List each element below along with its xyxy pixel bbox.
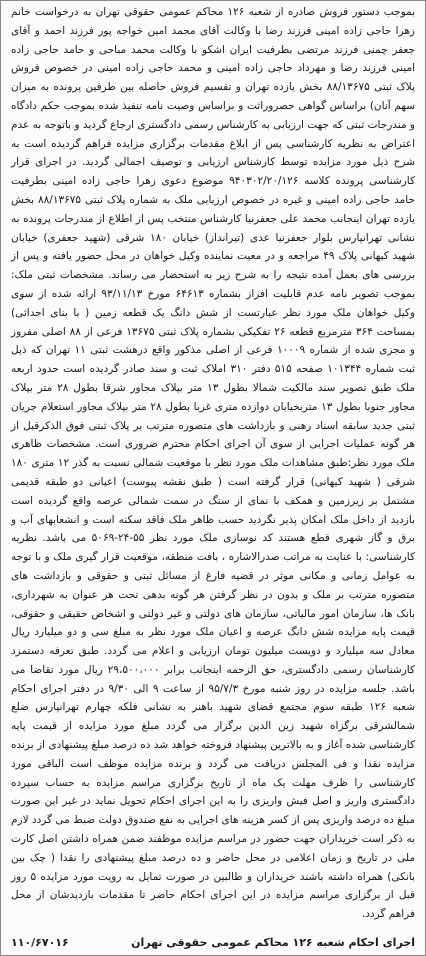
notice-reference-number: ۱۱۰/۶۷۰۱۶ <box>11 936 69 949</box>
notice-signature: اجرای احکام شعبه ۱۲۶ محاکم عمومی حقوقی تهران <box>131 936 415 949</box>
notice-footer <box>11 936 415 949</box>
notice-body: بموجب دستور فروش صادره از شعبه ۱۲۶ محاکم عمومی حقوقی تهران به درخواست خانم زهرا حاجی زاده امینی فرزند رضا با وکالت آقای محمد امین خواجه پور فرزند احمد و آقای جعفر چمنی فرزند مرتضی بطرفیت ایران اشکو با وکالت محمد مباحی و حامد حاجی زاده امینی فرزند رضا و مهرداد حاجی زاده امینی و محمد حاجی زاده امینی در خصوص فروش پلاک ثبتی ۸۸/۱۳۶۷۵ بخش یازده تهران و تقسیم فروش حاصله بین طرفین پرونده به میزان سهم آنان) براساس گواهی حصروراثت و براساس وصیت نامه تنفیذ شده بموجب حکم دادگاه و مندرجات ثبتی که جهت ارزیابی به کارشناس رسمی دادگستری ارجاع گردید و باتوجه به عدم اعتراض به نظریه کارشناسی پس از ابلاغ مقدمات برگزاری مزایده فراهم گردیده است به شرح ذیل مورد مزایده توسط کارشناس ارزیابی و توصیف اجمالی گردید. در اجرای قرار کارشناسی پرونده کلاسه ۹۴۰۳۰۲/۲۰/۱۲۶ موضوع دعوی زهرا حاجی زاده امینی بطرفیت حامد حاجی زاده امینی و غیره در خصوص ارزیابی ملک به شماره پلاک ثبتی ۸۸/۱۳۶۷۵ بخش یازده تهران اینجانب محمد علی جعفرنیا کارشناس منتخب پس از اطلاع از مندرجات پرونده به نشانی تهرانپارس بلوار جعفرنیا عدی (تیرانداز) خیابان ۱۸۰ شرقی (شهید جعفری) خیابان شهید کیهانی پلاک ۴۹ مراجعه و در معیت نماینده وکیل خواهان در محل حضور یافته و پس از بررسی های بعمل آمده نتیجه را به شرح زیر به استحضار می رساند. مشخصات ثبتی ملک: بموجب تصویر نامه عدم قابلیت افراز بشماره ۶۴۶۱۳ مورخ ۹۳/۱۱/۱۳ ارائه شده از سوی وکیل خواهان ملک مورد نظر عبارتست از شش دانگ یک قطعه زمین ( با بنای احداثی) بمساحت ۳۶۴ مترمربع قطعه ۲۶ تفکیکی بشماره پلاک ثبتی ۱۳۶۷۵ فرعی از ۸۸ اصلی مفروز و مجزی شده از شماره ۱۰۰۰۹ فرعی از اصلی مذکور واقع درهشت ثبتی ۱۱ تهران که ذیل ثبت شماره ۱۰۱۳۴۴ صفحه ۵۱۵ دفتر ۳۱۰ املاک ثبت و سند صادر گردیده است حدود اربعه ملک طبق تصویر سند مالکیت شمالا بطول ۱۳ متر بپلاک مجاور شرقا بطول ۲۸ متر بپلاک مجاور جنوبا بطول ۱۳ متربخیابان دوازده متری غربا بطول ۲۸ متر بپلاک مجاور استعلام جریان ثبتی جدید سابقه اسناد رهنی و بازداشت های متصوره مترتب بر پلاک ثبتی فوق الذکرقبل از هر گونه عملیات اجرایی از سوی آن اجرای احکام محترم ضروری است. مشخصات ظاهری ملک مورد نظر:طبق مشاهدات ملک مورد نظر با موقعیت شمالی نسبت به گذر ۱۲ متری ۱۸۰ شرقی ( شهید کیهانی) قرار گرفته است ( طبق نقشه پیوست) اعیانی دو طبقه قدیمی مشتمل بر زیرزمین و همکف با نمای از سنگ در سمت شمالی عرصه واقع گردیده است بازدید از داخل ملک امکان پذیر نگردید حسب ظاهر ملک فاقد سکنه است و انشعابهای آب و برق و گاز شهری قطع هستند کد نوسازی ملک مورد نظر ۵۵-۲۴-۵۰۶۹ می باشد. نظریه کارشناسی: با عنایت به مراتب صدرالاشاره ، بافت منطقه، موقعیت قرار گیری ملک و با توجه به عوامل زمانی و مکانی موثر در قضیه فارغ از مسائل ثبتی و حقوقی و بازداشت های متصوره مترتب بر ملک و بدون در نظر گرفتن هر گونه بدهی تحت هر عنوان به شهرداری، بانک ها، سازمان امور مالیاتی، سازمان های دولتی و غیر دولتی و اشخاص حقیقی و حقوقی، قیمت پایه مزایده شش دانگ عرصه و اعیان ملک مورد نظر به مبلغ سی و دو میلیارد ریال معادل سه میلیارد و دویست میلیون تومان ارزیابی و اعلام می گردد. طبق تعرفه دستمزد کارشناسان رسمی دادگستری، حق الزحمه اینجانب برابر ۲۹،۵۰۰،۰۰۰ ریال مورد تقاضا می باشد. جلسه مزایده در روز شنبه مورخ ۹۵/۷/۳ از ساعت ۹ الی ۹/۳۰ در دفتر اجرای احکام شعبه ۱۲۶ طبقه سوم مجتمع قضای شهید باهنر به نشانی فلکه چهارم تهرانپارس ضلع شمالشرقی برگزاه شهید زین الدین برگزار می گردد مبلغ مورد مزایده از قیمت پایه کارشناسی شده آغاز و به بالاترین پیشنهاد فروخته خواهد شد ده درصد مبلغ پیشنهادی از برنده مزایده نقدا و فی المجلس دریافت می گردد و برنده مزایده موظف است الباقی مورد کارشناسی را ظرف مهلت یک ماه از تاریخ برگزاری مراسم مزایده به حساب سپرده دادگستری واریز و اصل فیش واریزی را به این اجرای احکام تحویل نماید در غیر این صورت مبلغ ده درصد واریزی پس از کسر هزینه های اجرایی به نفع صندوق دولت ضبط می گردد لازم به ذکر است خریداران جهت حضور در مراسم مزایده موظفند ضمن همراه داشتن اصل کارت ملی در تاریخ و زمان اعلامی در محل حاضر و ده درصد مبلغ پیشنهادی را نقدا ( چک بین بانکی) همراه داشته باشند خریداران و طالبین در صورت تمایل به رویت مورد مزایده ۵ روز قبل از برگزاری مراسم مزایده در این اجرای احکام حاضر تا مقدمات بازدیدشان از محل فراهم گردد. <box>11 6 416 921</box>
